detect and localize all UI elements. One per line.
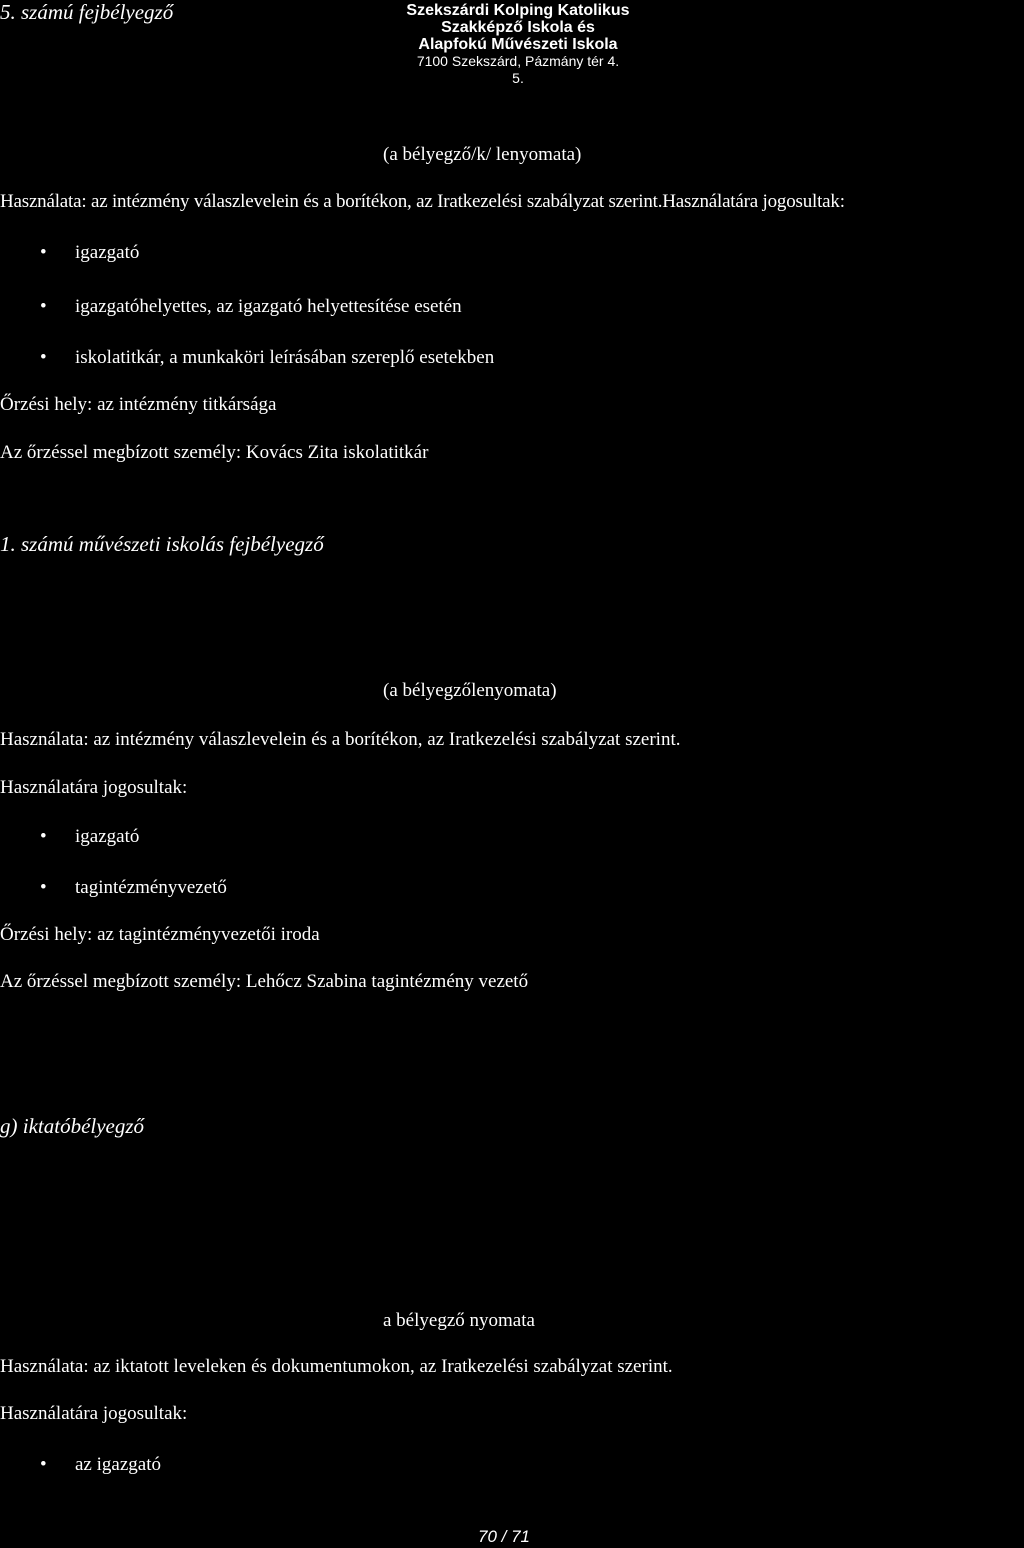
school-stamp-imprint: [383, 2, 653, 87]
authorized-label: Használatára jogosultak:: [0, 777, 188, 798]
stamp-line-4: 7100 Szekszárd, Pázmány tér 4.: [416, 53, 620, 69]
bullet-icon: •: [40, 296, 47, 317]
bullet-icon: •: [40, 347, 47, 368]
custodian-text: Az őrzéssel megbízott személy: Lehőcz Szabina tagintézmény vezető: [0, 971, 529, 992]
usage-text: Használata: az intézmény válaszlevelein és a borítékon, az Iratkezelési szabályzat szerint.: [0, 729, 681, 750]
bullet-icon: •: [40, 826, 47, 847]
page-number: 70 / 71: [478, 1527, 530, 1546]
custodian-text: Az őrzéssel megbízott személy: Kovács Zita iskolatitkár: [0, 442, 429, 463]
stamp-caption: (a bélyegző/k/ lenyomata): [383, 144, 582, 165]
stamp-caption: (a bélyegzőlenyomata): [383, 680, 557, 701]
stamp-line-2: Szakképző Iskola és: [441, 19, 595, 36]
stamp-line-5: 5.: [512, 70, 524, 86]
bullet-icon: •: [40, 1454, 47, 1475]
bullet-icon: •: [40, 877, 47, 898]
stamp-line-1: Szekszárdi Kolping Katolikus: [406, 2, 630, 19]
storage-location: Őrzési hely: az tagintézményvezetői iroda: [0, 924, 320, 945]
section-heading-muveszeti-fejbelyegzo: 1. számú művészeti iskolás fejbélyegző: [0, 532, 324, 556]
authorized-label: Használatára jogosultak:: [0, 1403, 188, 1424]
bullet-icon: •: [40, 242, 47, 263]
stamp-line-3: Alapfokú Művészeti Iskola: [418, 36, 618, 53]
usage-text: Használata: az intézmény válaszlevelein és a borítékon, az Iratkezelési szabályzat szerint.Használatára jogosultak:: [0, 191, 845, 212]
section-heading-iktatobelyegzo: g) iktatóbélyegző: [0, 1114, 145, 1138]
stamp-caption: a bélyegző nyomata: [383, 1310, 535, 1331]
section-heading-fejbelyegzo-5: 5. számú fejbélyegző: [0, 0, 174, 24]
storage-location: Őrzési hely: az intézmény titkársága: [0, 394, 277, 415]
usage-text: Használata: az iktatott leveleken és dokumentumokon, az Iratkezelési szabályzat szerint.: [0, 1356, 673, 1377]
